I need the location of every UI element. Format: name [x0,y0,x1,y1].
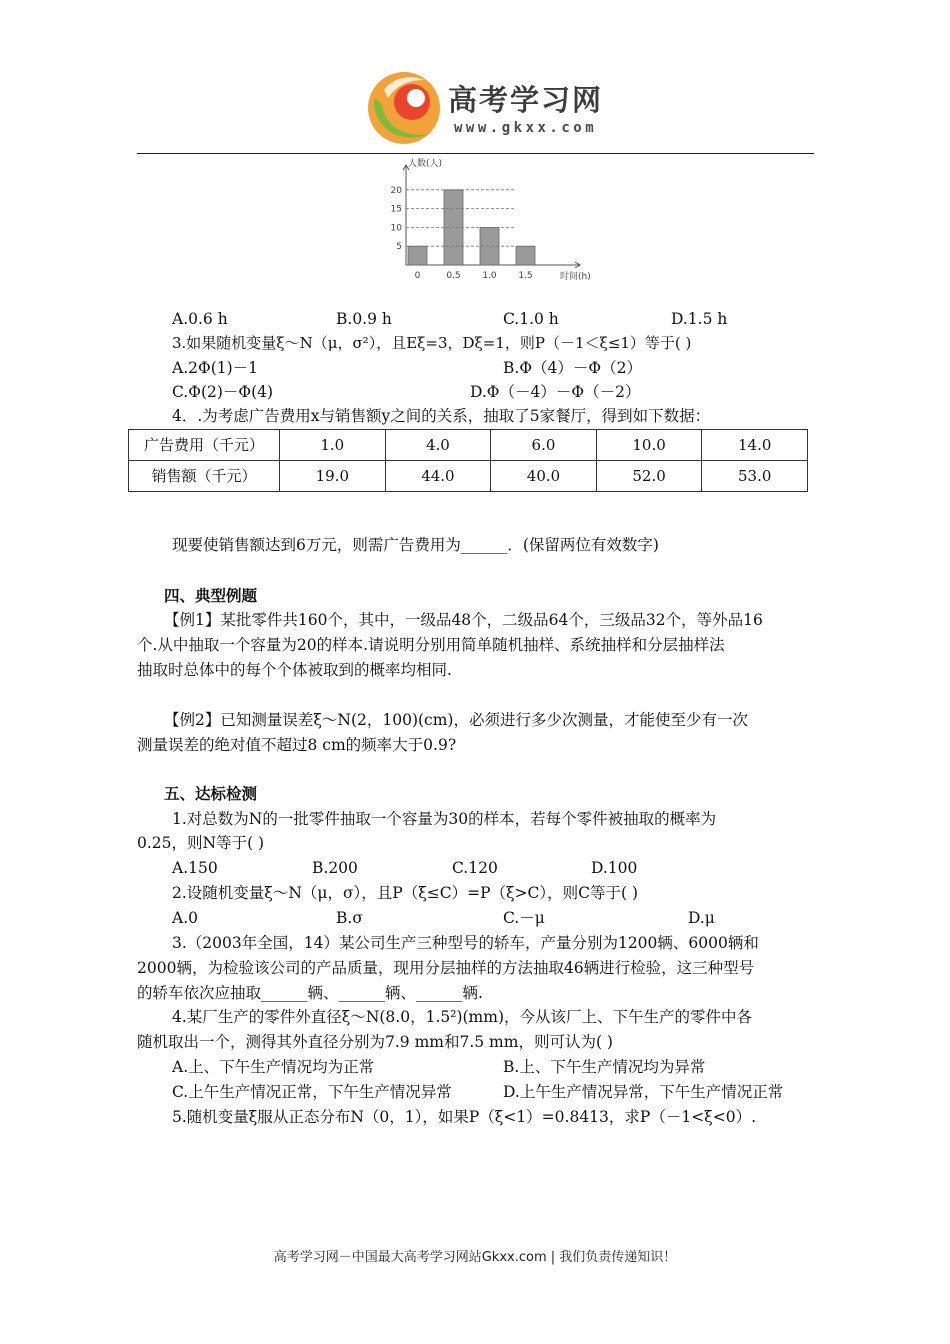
problem3-line3: 的轿车依次应抽取______辆、______辆、______辆. [137,984,483,1002]
bar [516,246,535,265]
table-cell: 40.0 [491,461,597,492]
q3-stem: 3.如果随机变量ξ～N（μ，σ²），且Eξ=3，Dξ=1，则P（－1＜ξ≤1）等于( ) [172,334,692,352]
problem5: 5.随机变量ξ服从正态分布N（0，1），如果P（ξ<1）=0.8413，求P（－1<ξ<0）. [172,1108,756,1126]
data-table [128,429,808,492]
x-tick-label: 1.5 [518,271,533,281]
chart-xlabel: 时间(h) [560,272,591,282]
y-tick-label: 20 [390,185,402,196]
example2-line1: 【例2】已知测量误差ξ～N(2，100)(cm)，必须进行多少次测量，才能使至少有一次 [164,711,748,729]
problem2-option-b: B.σ [336,909,363,927]
example1-line3: 抽取时总体中的每个个体被取到的概率均相同. [137,661,452,679]
bar [408,246,427,265]
q2-option-d: D.1.5 h [671,310,728,328]
table-cell: 53.0 [702,461,808,492]
q3-option-d: D.Φ（－4）－Φ（－2） [470,383,641,401]
example1-line1: 【例1】某批零件共160个，其中，一级品48个，二级品64个，三级品32个，等外品16 [164,611,763,629]
example2-line2: 测量误差的绝对值不超过8 cm的频率大于0.9? [137,736,457,754]
table-cell: 1.0 [280,430,386,461]
problem3-line2: 2000辆，为检验该公司的产品质量，现用分层抽样的方法抽取46辆进行检验，这三种型号 [137,959,755,977]
header-rule [137,153,814,154]
q3-option-c: C.Φ(2)－Φ(4) [172,383,274,401]
problem3-line1: 3.（2003年全国，14）某公司生产三种型号的轿车，产量分别为1200辆、6000辆和 [172,934,759,952]
problem1-line1: 1.对总数为N的一批零件抽取一个容量为30的样本，若每个零件被抽取的概率为 [172,810,717,828]
table-cell: 10.0 [596,430,702,461]
q3-option-b: B.Φ（4）－Φ（2） [503,359,642,377]
x-tick-label: 1.0 [482,271,497,281]
table-cell: 4.0 [385,430,491,461]
chart-ylabel: 人数(人) [408,159,443,169]
y-tick-label: 10 [390,223,402,234]
logo-url: www.gkxx.com [454,120,598,136]
problem2-option-d: D.μ [688,909,715,927]
problem4-option-d: D.上午生产情况异常，下午生产情况正常 [503,1083,784,1101]
q2-option-a: A.0.6 h [172,310,228,328]
problem4-option-b: B.上、下午生产情况均为异常 [503,1058,706,1076]
histogram-chart [380,155,610,285]
table-row [129,461,808,492]
problem1-option-a: A.150 [172,859,218,877]
q2-option-c: C.1.0 h [503,310,559,328]
logo [362,68,632,148]
problem2-stem: 2.设随机变量ξ～N（μ，σ），且P（ξ≤C）=P（ξ>C），则C等于( ) [172,884,639,902]
table-row [129,430,808,461]
q3-option-a: A.2Φ(1)－1 [172,359,259,377]
logo-mark-icon [362,68,444,148]
x-tick-label: 0 [414,271,421,281]
y-tick-label: 15 [390,204,402,215]
q4-after: 现要使销售额达到6万元，则需广告费用为______．(保留两位有效数字) [172,536,659,554]
problem4-option-a: A.上、下午生产情况均为正常 [172,1058,375,1076]
problem4-line2: 随机取出一个，测得其外直径分别为7.9 mm和7.5 mm，则可认为( ) [137,1033,613,1051]
table-cell: 52.0 [596,461,702,492]
table-cell: 6.0 [491,430,597,461]
logo-title: 高考学习网 [448,83,604,117]
problem2-option-c: C.－μ [503,909,545,927]
q4-stem: 4．.为考虑广告费用x与销售额y之间的关系，抽取了5家餐厅，得到如下数据： [172,407,711,425]
table-cell: 14.0 [702,430,808,461]
example1-line2: 个.从中抽取一个容量为20的样本.请说明分别用简单随机抽样、系统抽样和分层抽样法 [137,636,725,654]
y-tick-label: 5 [396,242,402,253]
problem1-line2: 0.25，则N等于( ) [137,834,265,852]
section4-heading: 四、典型例题 [164,587,258,605]
problem1-option-c: C.120 [452,859,498,877]
problem2-option-a: A.0 [172,909,198,927]
section5-heading: 五、达标检测 [164,785,258,803]
table-row-label: 销售额（千元） [129,461,280,492]
problem4-option-c: C.上午生产情况正常，下午生产情况异常 [172,1083,452,1101]
table-cell: 44.0 [385,461,491,492]
problem4-line1: 4.某厂生产的零件外直径ξ～N(8.0，1.5²)(mm)，今从该厂上、下午生产的零件中各 [172,1008,752,1026]
problem1-option-d: D.100 [591,859,638,877]
table-row-label: 广告费用（千元） [129,430,280,461]
q2-option-b: B.0.9 h [336,310,392,328]
table-cell: 19.0 [280,461,386,492]
x-tick-label: 0.5 [446,271,461,281]
problem1-option-b: B.200 [312,859,358,877]
footer: 高考学习网－中国最大高考学习网站Gkxx.com | 我们负责传递知识！ [273,1250,677,1265]
